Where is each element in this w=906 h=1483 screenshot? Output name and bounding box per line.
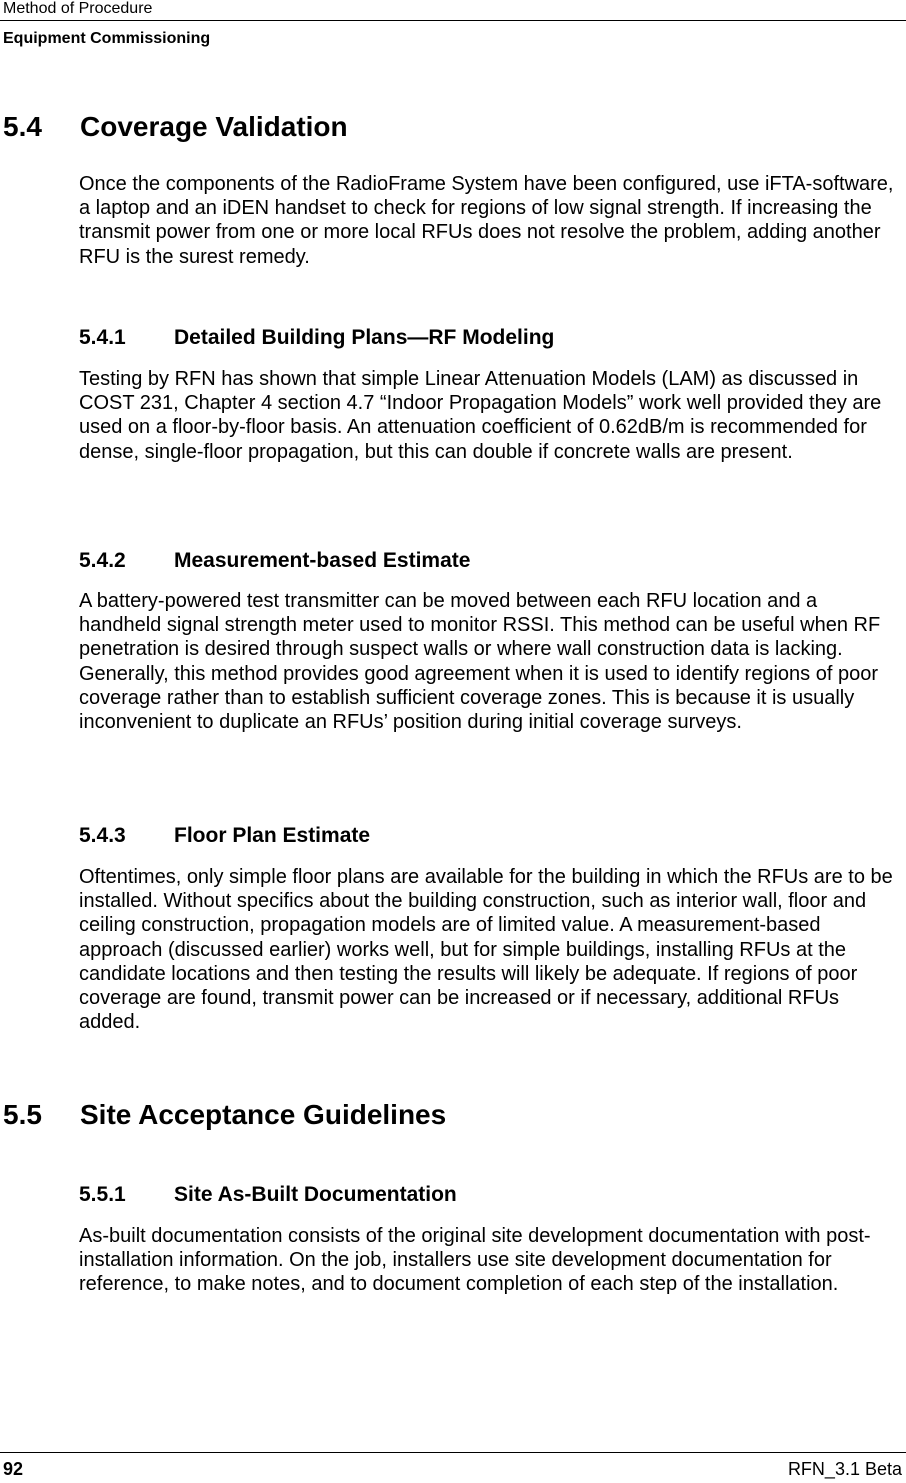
section-number: 5.4.2 (79, 549, 126, 572)
section-title: Site As-Built Documentation (174, 1183, 457, 1206)
section-heading-5-5-1 (79, 1182, 457, 1208)
header-divider (0, 20, 906, 21)
section-5-4-2-paragraph: A battery-powered test transmitter can be moved between each RFU location and a handheld signal strength meter used to monitor RSSI. This method can be useful when RF penetration is desired through suspect walls or where wall construction data is lacking. Generally, this method provides good agreement when it is used to identify regions of poor coverage rather than to establish sufficient coverage zones. This is because it is usually inconvenient to duplicate an RFUs’ position during initial coverage surveys. (79, 590, 881, 734)
section-heading-5-4-2 (79, 548, 470, 574)
section-number: 5.4 (3, 111, 42, 142)
section-heading-5-4-3 (79, 823, 370, 849)
running-header-subtitle: Equipment Commissioning (3, 30, 211, 47)
section-number: 5.4.1 (79, 326, 126, 349)
section-heading-5-4 (3, 111, 348, 143)
section-number: 5.5.1 (79, 1183, 126, 1206)
section-5-4-1-paragraph: Testing by RFN has shown that simple Linear Attenuation Models (LAM) as discussed in COST 231, Chapter 4 section 4.7 “Indoor Propagation Models” work well provided they are used on a floor-by-floor basis. An attenuation coefficient of 0.62dB/m is recommended for dense, single-floor propagation, but this can double if concrete walls are present. (79, 368, 882, 463)
section-heading-5-4-1 (79, 325, 554, 351)
section-5-4-paragraph: Once the components of the RadioFrame System have been configured, use iFTA-software, a laptop and an iDEN handset to check for regions of low signal strength. If increasing the transmit power from one or more local RFUs does not resolve the problem, adding another RFU is the surest remedy. (79, 173, 894, 268)
document-id: RFN_3.1 Beta (787, 1459, 902, 1479)
section-number: 5.5 (3, 1099, 42, 1130)
section-title: Detailed Building Plans—RF Modeling (174, 326, 555, 349)
section-5-5-1-paragraph: As-built documentation consists of the original site development documentation with post-installation information. On the job, installers use site development documentation for reference, to make notes, and to document completion of each step of the installation. (79, 1225, 871, 1296)
section-5-4-3-paragraph: Oftentimes, only simple floor plans are available for the building in which the RFUs are to be installed. Without specifics about the building construction, such as interior wall, floor and ceiling construction, propagation models are of limited value. A measurement-based approach (discussed earlier) works well, but for simple buildings, installing RFUs at the candidate locations and then testing the results will likely be adequate. If regions of poor coverage are found, transmit power can be increased or if necessary, additional RFUs added. (79, 866, 893, 1034)
running-header-title: Method of Procedure (3, 0, 153, 17)
section-title: Coverage Validation (80, 111, 348, 142)
footer-divider (0, 1452, 906, 1453)
section-title: Floor Plan Estimate (174, 824, 371, 847)
page-number: 92 (3, 1459, 24, 1479)
section-title: Site Acceptance Guidelines (80, 1099, 447, 1130)
section-title: Measurement-based Estimate (174, 549, 471, 572)
section-heading-5-5 (3, 1099, 446, 1131)
section-number: 5.4.3 (79, 824, 126, 847)
